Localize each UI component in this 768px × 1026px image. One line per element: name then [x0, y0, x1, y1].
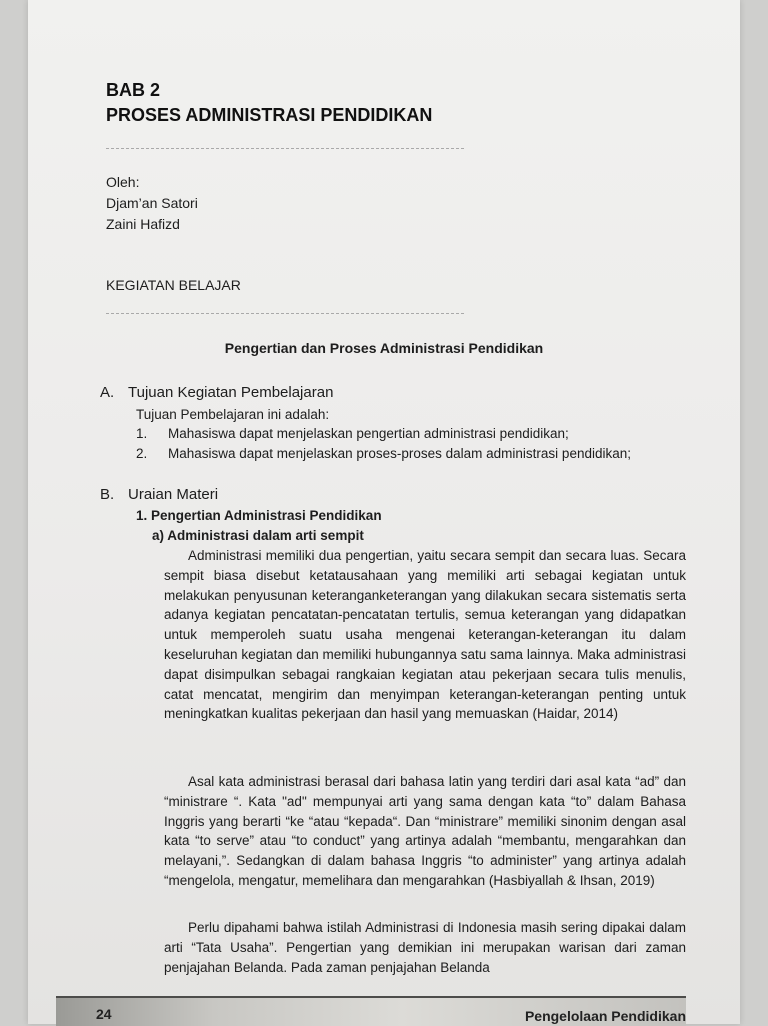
body-paragraph	[164, 772, 686, 891]
authors-block	[106, 172, 198, 235]
body-paragraph	[164, 918, 686, 977]
paragraph-text: Perlu dipahami bahwa istilah Administrasi di Indonesia masih sering dipakai dalam arti “Tata Usaha”. Pengertian yang demikian ini merupakan warisan dari zaman penjajahan Belanda. Pada zaman penjajahan Belanda	[164, 920, 686, 975]
section-title: Uraian Materi	[128, 486, 219, 503]
list-text: Mahasiswa dapat menjelaskan proses-proses dalam administrasi pendidikan;	[168, 446, 631, 461]
page-footer	[56, 996, 686, 1026]
chapter-title: PROSES ADMINISTRASI PENDIDIKAN	[106, 105, 433, 125]
page-number: 24	[96, 1006, 112, 1022]
divider	[106, 313, 464, 314]
section-letter: A.	[100, 384, 115, 401]
paragraph-text: Asal kata administrasi berasal dari bahasa latin yang terdiri dari asal kata “ad” dan “ministrare “. Kata "ad" mempunyai arti yang sama dengan kata “to” dalam Bahasa Inggris yang berarti “ke “atau “kepada“. Dan “ministrare” memiliki sinonim dengan asal kata “to serve” atau “to conduct” yang artinya adalah “membantu, mengarahkan dan melayani,”. Sedangkan di dalam bahasa Inggris “to administer” yang artinya adalah “mengelola, mengatur, memelihara dan mengarahkan (Hasbiyallah & Ihsan, 2019)	[164, 774, 686, 888]
author-name: Zaini Hafizd	[106, 216, 180, 232]
chapter-heading	[106, 78, 432, 128]
list-text: Mahasiswa dapat menjelaskan pengertian administrasi pendidikan;	[168, 426, 569, 441]
list-number: 1.	[136, 426, 148, 441]
section-title: Tujuan Kegiatan Pembelajaran	[128, 384, 334, 401]
paragraph-text: Administrasi memiliki dua pengertian, yaitu secara sempit dan secara luas. Secara sempit biasa disebut ketatausahaan yang memiliki arti sebagai kegiatan untuk melakukan penyusunan keteranganketerangan yang dilakukan secara sistematis serta adanya kegiatan pencatatan-pencatatan tertulis, semua keterangan yang didapatkan untuk memperoleh suatu usaha mengenai keterangan-keterangan itu dalam keseluruhan kegiatan dan memiliki hubungannya satu sama lainnya. Maka administrasi dapat disimpulkan sebagai rangkaian kegiatan atau pekerjaan secara tulis menulis, catat mencatat, mengirim dan menyimpan keterangan-keterangan penting untuk meningkatkan kualitas pekerjaan dan hasil yang memuaskan (Haidar, 2014)	[164, 548, 686, 722]
book-page	[28, 0, 740, 1024]
sub-subsection-heading: a) Administrasi dalam arti sempit	[152, 528, 364, 543]
section-label: KEGIATAN BELAJAR	[106, 277, 241, 293]
authors-label: Oleh:	[106, 174, 140, 190]
subtitle: Pengertian dan Proses Administrasi Pendidikan	[224, 340, 544, 356]
subsection-heading: 1. Pengertian Administrasi Pendidikan	[136, 508, 382, 523]
chapter-number: BAB 2	[106, 80, 161, 100]
author-name: Djam’an Satori	[106, 195, 198, 211]
section-a-intro: Tujuan Pembelajaran ini adalah:	[136, 407, 330, 422]
section-letter: B.	[100, 486, 115, 503]
body-paragraph	[164, 546, 686, 724]
list-number: 2.	[136, 446, 148, 461]
book-title: Pengelolaan Pendidikan	[524, 1008, 686, 1024]
divider	[106, 148, 464, 149]
